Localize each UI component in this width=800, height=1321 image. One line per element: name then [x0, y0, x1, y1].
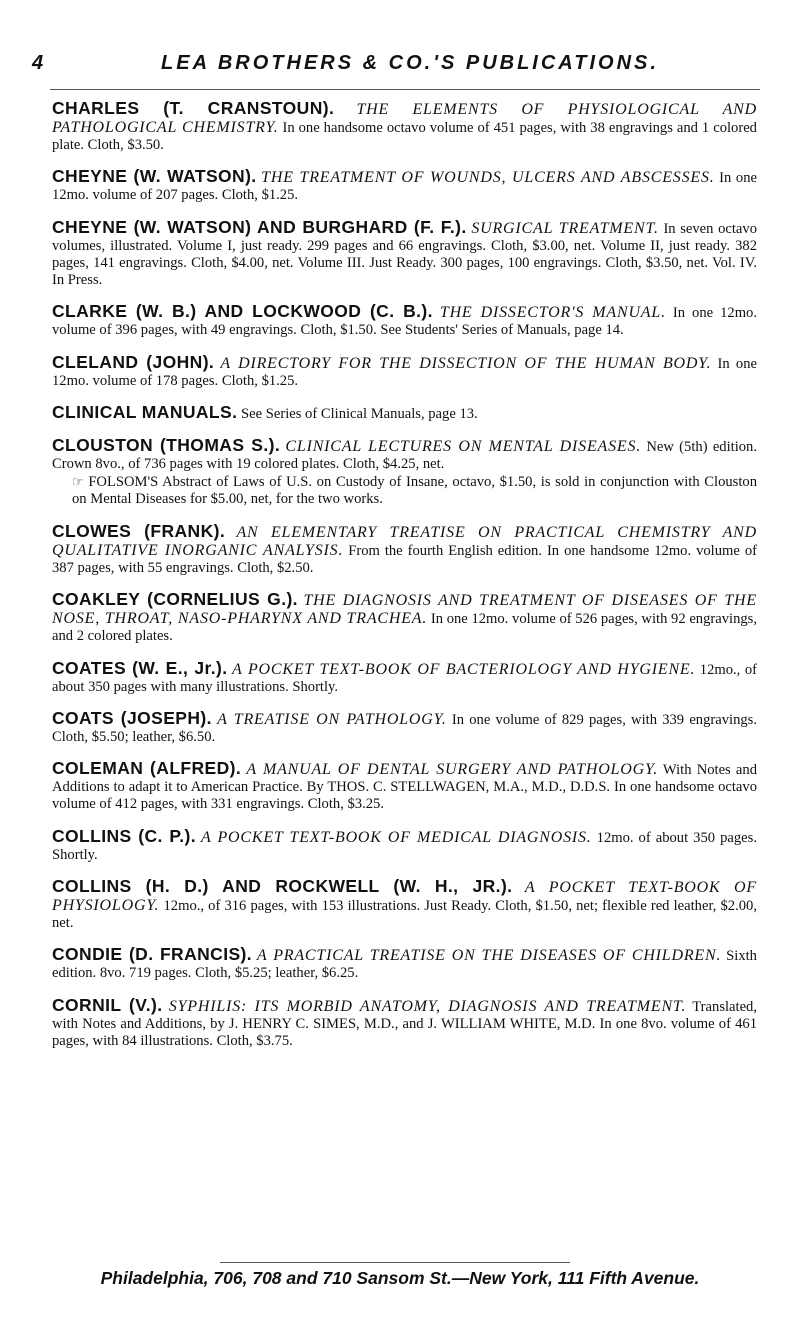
entry-author: CLINICAL MANUALS. — [52, 401, 238, 422]
entry-note — [52, 473, 757, 508]
entry-title: A POCKET TEXT-BOOK OF MEDICAL DIAGNOSIS. — [201, 828, 592, 846]
entry-description: In seven octavo volumes, illustrated. Volume I, just ready. 299 pages and 66 engravings. Cloth, $3.00, net. Volume II, just ready. 382 pages, 141 engravings. Cloth, $4.00, net. Volume III. Just Ready. 300 pages, 100 engravings. Cloth, $3.50, net. Vol. IV. In Press. — [52, 220, 757, 288]
entry-author: CHEYNE (W. WATSON) AND BURGHARD (F. F.). — [52, 216, 467, 237]
catalog-entry — [52, 401, 757, 423]
entry-author: CHARLES (T. CRANSTOUN). — [52, 98, 335, 118]
entry-author: CHEYNE (W. WATSON). — [52, 166, 257, 187]
entry-author: COATS (JOSEPH). — [52, 707, 212, 728]
entry-author: CONDIE (D. FRANCIS). — [52, 944, 253, 965]
catalog-entry — [52, 657, 757, 696]
footer-rule — [220, 1262, 570, 1263]
running-head: LEA BROTHERS & CO.'S PUBLICATIONS. — [161, 52, 659, 74]
entry-title: A MANUAL OF DENTAL SURGERY AND PATHOLOGY. — [246, 761, 658, 779]
entry-title: A PRACTICAL TREATISE ON THE DISEASES OF CHILDREN. — [256, 947, 722, 965]
entry-list — [52, 100, 757, 1064]
entry-author: CLOUSTON (THOMAS S.). — [52, 435, 281, 456]
catalog-entry — [52, 591, 757, 645]
entry-title: THE ELEMENTS OF PHYSIOLOGICAL AND PATHOLOGICAL CHEMISTRY. — [52, 101, 757, 136]
entry-author: CLOWES (FRANK). — [52, 520, 226, 541]
entry-description: Translated, with Notes and Additions, by J. HENRY C. SIMES, M.D., and J. WILLIAM WHITE, M.D. In one 8vo. volume of 461 pages, with 84 illustrations. Cloth, $3.75. — [52, 998, 758, 1049]
entry-author: CLARKE (W. B.) AND LOCKWOOD (C. B.). — [52, 301, 433, 322]
entry-title: SURGICAL TREATMENT. — [471, 219, 659, 237]
entry-description: See Series of Clinical Manuals, page 13. — [241, 405, 478, 422]
catalog-entry — [52, 878, 757, 932]
catalog-entry — [52, 994, 758, 1050]
entry-title: A TREATISE ON PATHOLOGY. — [217, 710, 447, 728]
page-number: 4 — [32, 52, 44, 74]
page-header — [30, 52, 770, 80]
catalog-entry — [52, 168, 757, 204]
entry-title: A POCKET TEXT-BOOK OF PHYSIOLOGY. — [52, 879, 757, 915]
entry-author: CORNIL (V.). — [52, 994, 163, 1015]
entry-author: COAKLEY (CORNELIUS G.). — [52, 589, 298, 610]
catalog-entry — [52, 216, 757, 289]
catalog-entry — [52, 825, 757, 864]
catalog-entry — [52, 100, 757, 154]
catalog-entry — [52, 303, 757, 339]
entry-description: 12mo., of about 350 pages with many illustrations. Shortly. — [52, 661, 757, 695]
entry-description: New (5th) edition. Crown 8vo., of 736 pages with 19 colored plates. Cloth, $4.25, net. — [52, 439, 757, 473]
entry-description: 12mo. of about 350 pages. Shortly. — [52, 829, 757, 863]
entry-title: AN ELEMENTARY TREATISE ON PRACTICAL CHEMISTRY AND QUALITATIVE INORGANIC ANALYSIS. — [52, 523, 757, 559]
entry-title: THE DIAGNOSIS AND TREATMENT OF DISEASES OF THE NOSE, THROAT, NASO-PHARYNX AND TRACHEA. — [52, 592, 757, 628]
entry-description: From the fourth English edition. In one handsome 12mo. volume of 387 pages, with 55 engravings. Cloth, $2.50. — [52, 542, 757, 576]
entry-author: COLLINS (C. P.). — [52, 825, 196, 846]
entry-description: In one 12mo. volume of 396 pages, with 49 engravings. Cloth, $1.50. See Students' Series of Manuals, page 14. — [52, 305, 757, 339]
entry-description: In one 12mo. volume of 526 pages, with 92 engravings, and 2 colored plates. — [52, 611, 758, 645]
entry-title: THE TREATMENT OF WOUNDS, ULCERS AND ABSCESSES. — [261, 169, 715, 187]
publisher-address: Philadelphia, 706, 708 and 710 Sansom St.—New York, 111 Fifth Avenue. — [100, 1268, 700, 1288]
catalog-entry — [52, 707, 757, 746]
entry-note-text: FOLSOM'S Abstract of Laws of U.S. on Custody of Insane, octavo, $1.50, is sold in conjunction with Clouston on Mental Diseases for $5.00, net, for the two works. — [72, 474, 757, 508]
entry-description: In one handsome octavo volume of 451 pages, with 38 engravings and 1 colored plate. Cloth, $3.50. — [52, 120, 757, 153]
entry-author: COLEMAN (ALFRED). — [52, 758, 242, 779]
entry-description: 12mo., of 316 pages, with 153 illustrations. Just Ready. Cloth, $1.50, net; flexible red leather, $2.00, net. — [52, 898, 757, 932]
entry-author: COLLINS (H. D.) AND ROCKWELL (W. H., JR.). — [52, 876, 513, 897]
catalog-entry — [52, 437, 757, 508]
entry-author: CLELAND (JOHN). — [52, 351, 215, 372]
catalog-entry — [52, 520, 757, 577]
entry-title: CLINICAL LECTURES ON MENTAL DISEASES. — [285, 438, 642, 456]
entry-title: A DIRECTORY FOR THE DISSECTION OF THE HUMAN BODY. — [220, 354, 712, 372]
entry-description: Sixth edition. 8vo. 719 pages. Cloth, $5.25; leather, $6.25. — [52, 948, 757, 982]
entry-title: SYPHILIS: ITS MORBID ANATOMY, DIAGNOSIS AND TREATMENT. — [168, 997, 687, 1015]
header-rule — [50, 89, 760, 90]
catalog-entry — [52, 946, 757, 982]
entry-title: A POCKET TEXT-BOOK OF BACTERIOLOGY AND HYGIENE. — [232, 660, 696, 678]
entry-title: THE DISSECTOR'S MANUAL. — [439, 304, 666, 322]
catalog-entry — [52, 351, 757, 390]
entry-description: In one volume of 829 pages, with 339 engravings. Cloth, $5.50; leather, $6.50. — [52, 711, 757, 745]
catalog-entry — [52, 760, 757, 813]
pointing-hand-icon: ☞ — [72, 474, 84, 490]
entry-description: In one 12mo. volume of 207 pages. Cloth, $1.25. — [52, 170, 757, 204]
entry-author: COATES (W. E., Jr.). — [52, 657, 228, 678]
entry-description: With Notes and Additions to adapt it to American Practice. By THOS. C. STELLWAGEN, M.A., M.D., D.D.S. In one handsome octavo volume of 412 pages, with 331 engravings. Cloth, $3.25. — [52, 762, 757, 813]
entry-description: In one 12mo. volume of 178 pages. Cloth, $1.25. — [52, 355, 757, 389]
